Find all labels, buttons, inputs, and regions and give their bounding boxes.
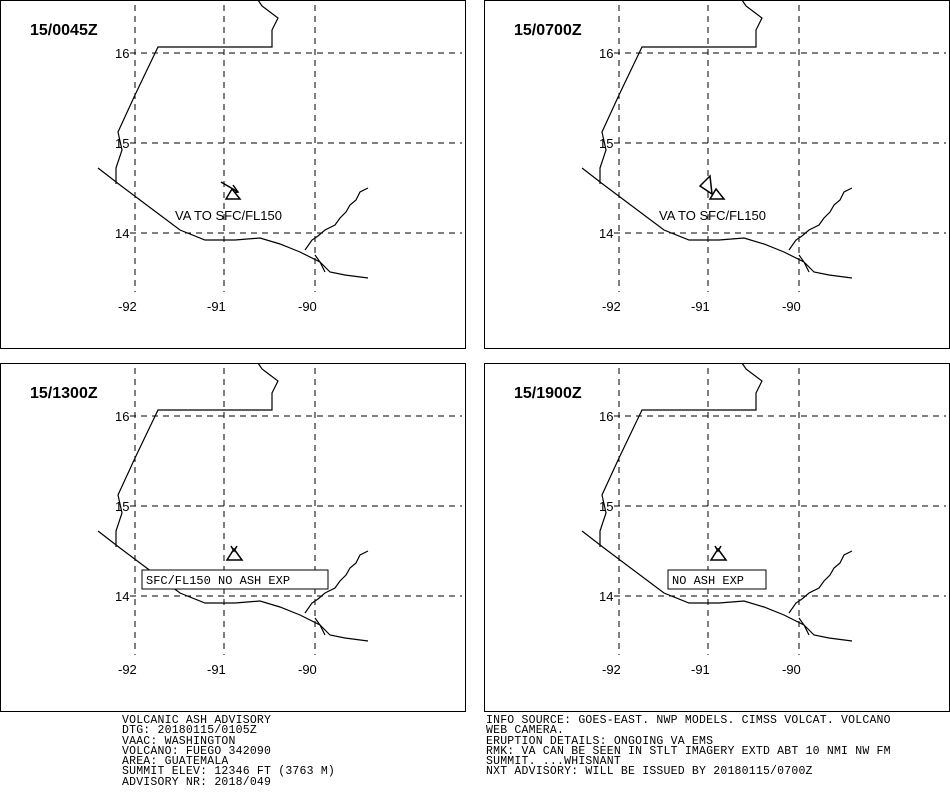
lon-label-92: -92 — [602, 662, 621, 677]
map-3 — [0, 363, 466, 712]
panel-time: 15/1300Z — [30, 385, 98, 402]
advisory-vaac: VAAC: WASHINGTON — [122, 734, 236, 748]
advisory-number: ADVISORY NR: 2018/049 — [122, 775, 272, 789]
lon-label-90: -90 — [298, 299, 317, 314]
lon-label-90: -90 — [782, 299, 801, 314]
panel-time: 15/1900Z — [514, 385, 582, 402]
lat-label-16: 16 — [115, 46, 130, 61]
lat-label-15: 15 — [599, 136, 614, 151]
eruption-details: ERUPTION DETAILS: ONGOING VA EMS — [486, 734, 714, 748]
lon-label-92: -92 — [118, 662, 137, 677]
map-2 — [484, 0, 950, 349]
advisory-volcano: VOLCANO: FUEGO 342090 — [122, 744, 272, 758]
lon-label-91: -91 — [691, 299, 710, 314]
coastline-borders — [98, 0, 368, 278]
lon-label-90: -90 — [782, 662, 801, 677]
graticule — [614, 368, 946, 655]
lat-label-14: 14 — [115, 589, 130, 604]
ash-label: NO ASH EXP — [672, 574, 745, 588]
lat-labels — [115, 409, 129, 604]
lon-label-92: -92 — [602, 299, 621, 314]
lat-label-16: 16 — [599, 46, 614, 61]
graticule — [614, 5, 946, 292]
graticule — [130, 368, 462, 655]
remarks-cont: SUMMIT. ...WHISNANT — [486, 755, 621, 769]
advisory-title: VOLCANIC ASH ADVISORY — [122, 714, 272, 727]
lon-label-91: -91 — [207, 662, 226, 677]
lon-labels — [118, 299, 317, 314]
lon-label-92: -92 — [118, 299, 137, 314]
forecast-panel-3 — [0, 363, 466, 712]
advisory-details — [486, 716, 891, 778]
coastline-borders — [582, 0, 852, 278]
volcano-ash-symbol — [700, 176, 724, 199]
lat-label-16: 16 — [115, 409, 130, 424]
lat-label-15: 15 — [115, 136, 130, 151]
advisory-area: AREA: GUATEMALA — [122, 755, 229, 769]
lon-labels — [602, 299, 801, 314]
forecast-panel-1 — [0, 0, 466, 349]
ash-label: SFC/FL150 NO ASH EXP — [146, 574, 291, 588]
lat-label-16: 16 — [599, 409, 614, 424]
next-advisory: NXT ADVISORY: WILL BE ISSUED BY 20180115/0700Z — [486, 765, 813, 779]
info-source-cont: WEB CAMERA. — [486, 724, 565, 738]
info-source: INFO SOURCE: GOES-EAST. NWP MODELS. CIMSS VOLCAT. VOLCANO — [486, 714, 891, 727]
lat-label-14: 14 — [599, 589, 614, 604]
advisory-dtg: DTG: 20180115/0105Z — [122, 724, 257, 738]
advisory-summit-elev: SUMMIT ELEV: 12346 FT (3763 M) — [122, 765, 336, 779]
panel-time: 15/0045Z — [30, 22, 98, 39]
panel-time: 15/0700Z — [514, 22, 582, 39]
lat-label-15: 15 — [115, 499, 130, 514]
volcano-symbol — [227, 546, 242, 560]
map-1 — [0, 0, 466, 349]
forecast-panel-4 — [484, 363, 950, 712]
volcano-symbol — [711, 546, 726, 560]
lat-labels — [115, 46, 129, 241]
forecast-panel-2 — [484, 0, 950, 349]
coastline-borders — [98, 363, 368, 641]
lat-labels — [599, 46, 613, 241]
lat-label-14: 14 — [599, 226, 614, 241]
ash-label: VA TO SFC/FL150 — [659, 208, 766, 223]
lon-label-91: -91 — [207, 299, 226, 314]
lat-labels — [599, 409, 613, 604]
ash-label: VA TO SFC/FL150 — [175, 208, 282, 223]
lon-label-91: -91 — [691, 662, 710, 677]
lat-label-14: 14 — [115, 226, 130, 241]
advisory-header — [122, 716, 335, 788]
lon-label-90: -90 — [298, 662, 317, 677]
lon-labels — [118, 662, 317, 677]
map-4 — [484, 363, 950, 712]
coastline-borders — [582, 363, 852, 641]
lon-labels — [602, 662, 801, 677]
remarks: RMK: VA CAN BE SEEN IN STLT IMAGERY EXTD ABT 10 NMI NW FM — [486, 744, 891, 758]
lat-label-15: 15 — [599, 499, 614, 514]
graticule — [130, 5, 462, 292]
